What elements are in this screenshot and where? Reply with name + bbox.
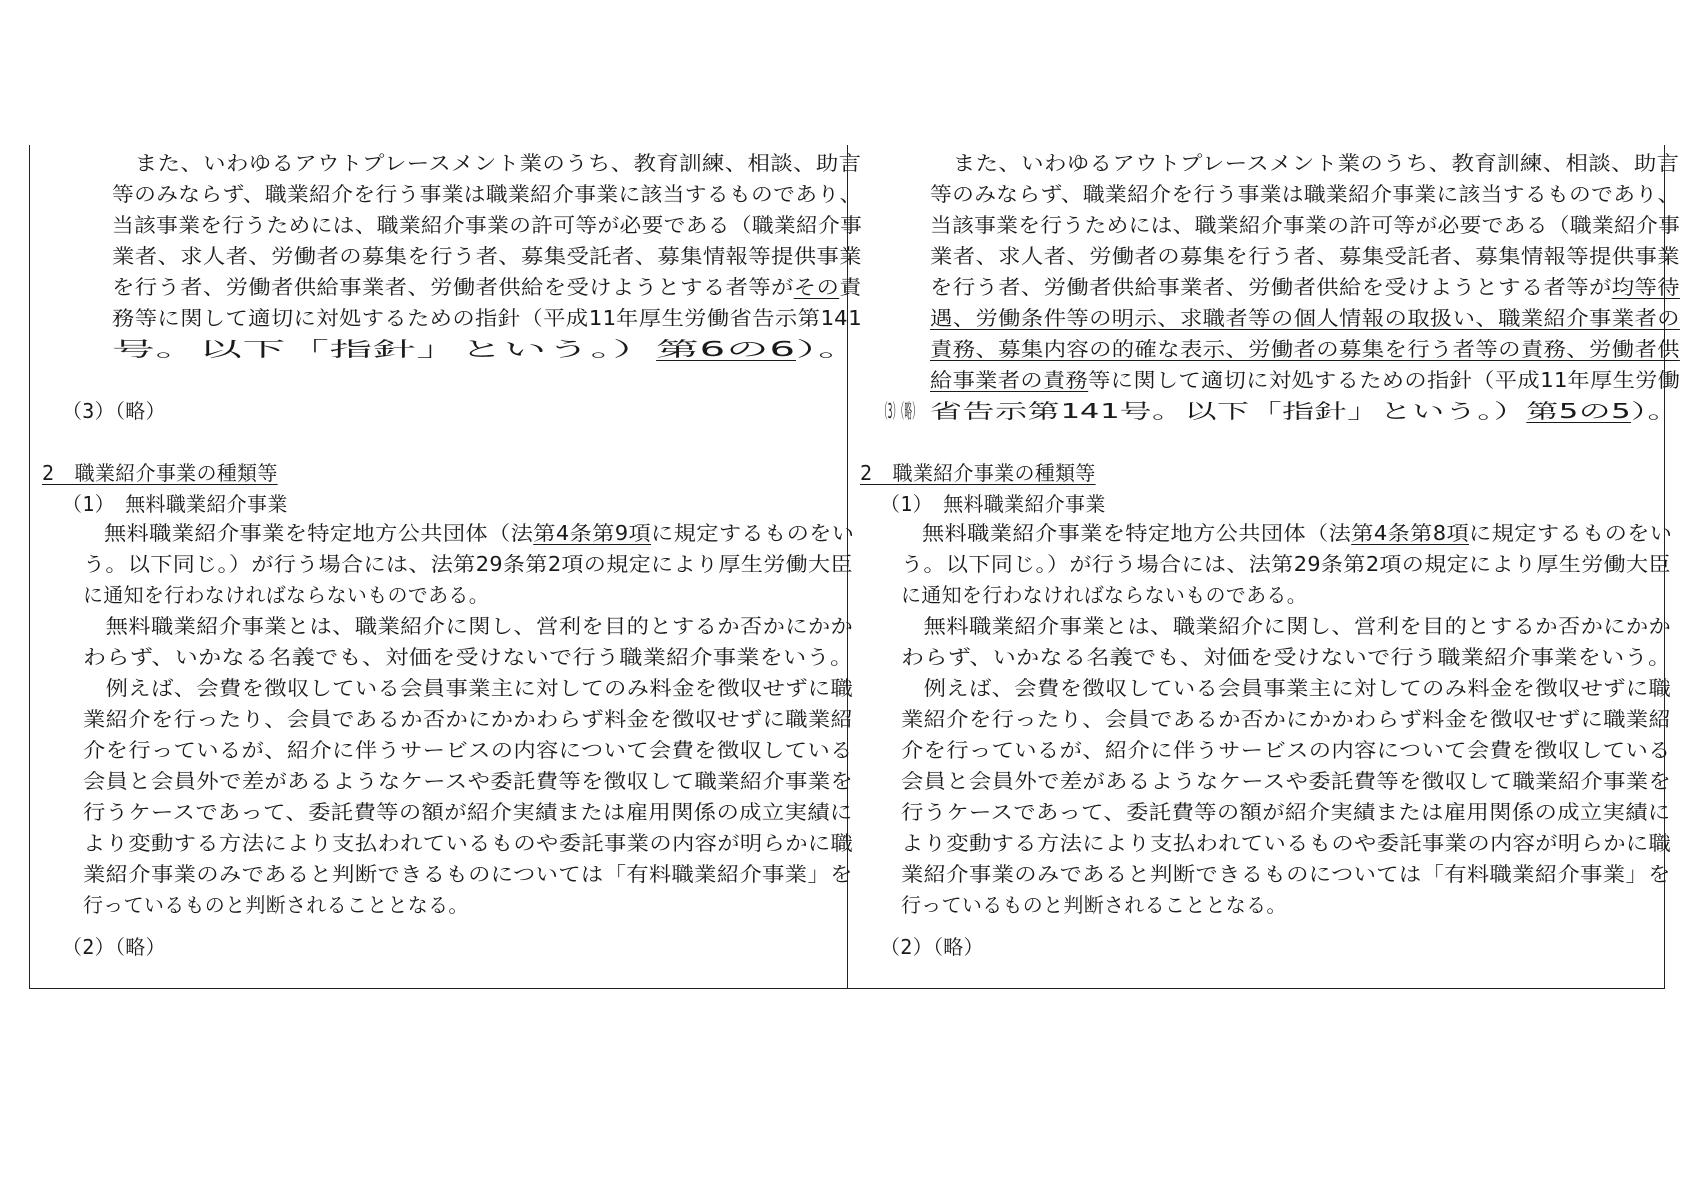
text-line: 行っているものと判断されることとなる。 — [83, 893, 469, 917]
text-line: 業紹介を行ったり、会員であるか否かにかかわらず料金を徴収せずに職業紹 — [83, 707, 854, 731]
underlined-text: 均等待 — [1611, 275, 1680, 299]
text-line: 無料職業紹介事業を特定地方公共団体（法第4条第9項に規定するものをい — [104, 521, 855, 545]
underlined-reference: 第4条第9項 — [533, 521, 652, 545]
underlined-text: 責務、募集内容の的確な表示、労働者の募集を行う者等の責務、労働者供 — [930, 337, 1680, 361]
text-line: 無料職業紹介事業とは、職業紹介に関し、営利を目的とするか否かにかか — [901, 614, 1672, 638]
section-2-omitted: （2）（略） — [62, 935, 166, 959]
text-line: わらず、いかなる名義でも、対価を受けないで行う職業紹介事業をいう。 — [83, 645, 854, 669]
text-line: 行うケースであって、委託費等の額が紹介実績または雇用関係の成立実績に — [901, 800, 1671, 824]
subsection-1-heading: （1） 無料職業紹介事業 — [880, 492, 1106, 516]
text-line: 行うケースであって、委託費等の額が紹介実績または雇用関係の成立実績に — [83, 800, 853, 824]
section-3-omitted: （3）（略） — [880, 399, 920, 423]
text-line: 介を行っているが、紹介に伴うサービスの内容について会費を徴収している — [901, 738, 1671, 762]
text-line: に通知を行わなければならないものである。 — [901, 583, 1307, 607]
current-column — [848, 145, 1681, 989]
revised-column — [30, 145, 863, 989]
text-line — [930, 302, 1695, 334]
text-line: を行う者、労働者供給事業者、労働者供給を受けようとする者等がその責 — [112, 275, 862, 299]
text-line: に通知を行わなければならないものである。 — [83, 583, 489, 607]
text-line: う。以下同じ。）が行う場合には、法第29条第2項の規定により厚生労働大臣 — [83, 552, 853, 576]
text-line: 無料職業紹介事業とは、職業紹介に関し、営利を目的とするか否かにかか — [83, 614, 854, 638]
underlined-text: その — [793, 275, 840, 299]
text-line: 当該事業を行うためには、職業紹介事業の許可等が必要である（職業紹介事 — [930, 213, 1681, 237]
comparison-table — [29, 145, 1681, 989]
text-line: 務等に関して適切に対処するための指針（平成11年厚生労働省告示第141 — [112, 306, 862, 330]
text-line: 等のみならず、職業紹介を行う事業は職業紹介事業に該当するものであり、 — [112, 182, 862, 206]
text-line: 会員と会員外で差があるようなケースや委託費等を徴収して職業紹介事業を — [901, 769, 1672, 793]
underlined-text: 遇、労働条件等の明示、求職者等の個人情報の取扱い、職業紹介事業者の — [930, 306, 1680, 330]
text-line: 介を行っているが、紹介に伴うサービスの内容について会費を徴収している — [83, 738, 853, 762]
section-2-heading: 2 職業紹介事業の種類等 — [860, 461, 1096, 485]
text-line: を行う者、労働者供給事業者、労働者供給を受けようとする者等が均等待 — [930, 275, 1680, 299]
underlined-reference: 第5の5 — [1526, 399, 1632, 423]
text-line: また、いわゆるアウトプレースメント業のうち、教育訓練、相談、助言 — [930, 151, 1680, 175]
text-line: また、いわゆるアウトプレースメント業のうち、教育訓練、相談、助言 — [112, 151, 862, 175]
underlined-reference: 第6の6 — [656, 337, 797, 361]
text-line: 等のみならず、職業紹介を行う事業は職業紹介事業に該当するものであり、 — [930, 182, 1680, 206]
text-line: 行っているものと判断されることとなる。 — [901, 893, 1287, 917]
text-line: 号。以下「指針」という。）第6の6）。 — [112, 337, 862, 361]
subsection-1-heading: （1） 無料職業紹介事業 — [62, 492, 288, 516]
text-line: 例えば、会費を徴収している会員事業主に対してのみ料金を徴収せずに職 — [83, 676, 854, 700]
section-2-omitted: （2）（略） — [880, 935, 984, 959]
text-line: 会員と会員外で差があるようなケースや委託費等を徴収して職業紹介事業を — [83, 769, 854, 793]
text-line: 給事業者の責務等に関して適切に対処するための指針（平成11年厚生労働 — [930, 368, 1681, 392]
underlined-text: 給事業者の責務 — [930, 368, 1089, 392]
text-line: 業者、求人者、労働者の募集を行う者、募集受託者、募集情報等提供事業 — [930, 244, 1680, 268]
text-line: 例えば、会費を徴収している会員事業主に対してのみ料金を徴収せずに職 — [901, 676, 1672, 700]
text-line: 業紹介事業のみであると判断できるものについては「有料職業紹介事業」を — [83, 862, 853, 886]
text-line: う。以下同じ。）が行う場合には、法第29条第2項の規定により厚生労働大臣 — [901, 552, 1671, 576]
underlined-reference: 第4条第8項 — [1351, 521, 1470, 545]
section-2-heading: 2 職業紹介事業の種類等 — [42, 461, 278, 485]
text-line: 業紹介事業のみであると判断できるものについては「有料職業紹介事業」を — [901, 862, 1671, 886]
text-line: 当該事業を行うためには、職業紹介事業の許可等が必要である（職業紹介事 — [112, 213, 863, 237]
text-line: 無料職業紹介事業を特定地方公共団体（法第4条第8項に規定するものをい — [922, 521, 1673, 545]
text-line: 業紹介を行ったり、会員であるか否かにかかわらず料金を徴収せずに職業紹 — [901, 707, 1672, 731]
text-line: 省告示第141号。以下「指針」という。）第5の5）。 — [930, 399, 1681, 423]
text-line: より変動する方法により支払われているものや委託事業の内容が明らかに職 — [83, 831, 854, 855]
section-3-omitted: （3）（略） — [62, 399, 166, 423]
text-line: 業者、求人者、労働者の募集を行う者、募集受託者、募集情報等提供事業 — [112, 244, 862, 268]
text-line: わらず、いかなる名義でも、対価を受けないで行う職業紹介事業をいう。 — [901, 645, 1672, 669]
text-line — [930, 333, 1695, 365]
text-line: より変動する方法により支払われているものや委託事業の内容が明らかに職 — [901, 831, 1672, 855]
